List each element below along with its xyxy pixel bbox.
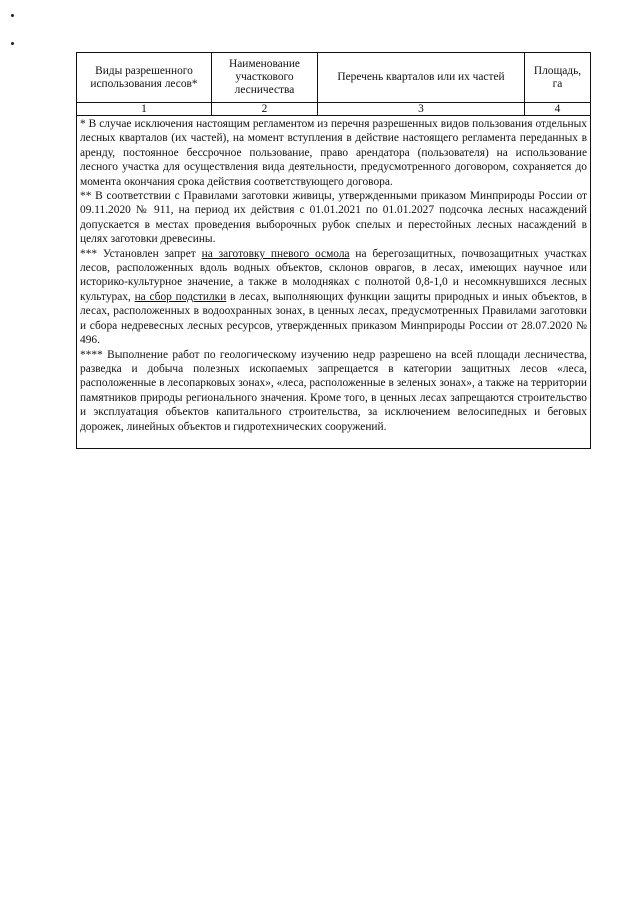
footnote-3-text: *** Установлен запрет — [80, 247, 202, 260]
table-header-row — [77, 53, 591, 103]
column-number: 3 — [318, 103, 525, 116]
forest-use-table — [76, 52, 591, 449]
footnote-3-underlined-resin: на заготовку пневого осмола — [201, 247, 350, 260]
notes-row — [77, 116, 591, 449]
footnote-3 — [80, 247, 587, 348]
header-cell-area: Площадь, га — [525, 53, 591, 103]
footnote-2: ** В соответствии с Правилами заготовки живицы, утвержденными приказом Минприроды России от 09.11.2020 № 911, на период их действия с 01.01.2021 по 01.01.2027 подсочка лесных насаждений допускается в местах проведения выборочных рубок спелых и перестойных лесных насаждений в целях заготовки древесины. — [80, 190, 587, 246]
footnote-4: **** Выполнение работ по геологическому изучению недр разрешено на всей площади лесничества, разведка и добыча полезных ископаемых запрещается в категории защитных лесов «леса, расположенные в лесопарковых зонах», «леса, расположенные в зеленых зонах», а также на территории памятников природы регионального значения. Кроме того, в ценных лесах запрещаются строительство и эксплуатация объектов капитального строительства, за исключением велосипедных и беговых дорожек, линейных объектов и гидротехнических сооружений. — [80, 348, 587, 433]
header-cell-forestry-name: Наименование участкового лесничества — [212, 53, 318, 103]
header-cell-use-types: Виды разрешенного использования лесов* — [77, 53, 212, 103]
footnote-1: * В случае исключения настоящим регламентом из перечня разрешенных видов пользования отдельных лесных кварталов (их частей), на момент вступления в действие настоящего регламента переданных в аренду, постоянное бессрочное пользование, право арендатора (пользователя) на использование лесного участка для осуществления вида деятельности, предусмотренного договором, сохраняется до момента окончания срока действия соответствующего договора. — [80, 118, 587, 188]
footnote-3-text: в лесах, выполняющих функции защиты природных и иных объектов, в лесах, расположенных в водоохранных зонах, в ценных лесах, предусмотренных Правилами заготовки и сбора недревесных лесных ресурсов, утвержденных приказом Минприроды России от 28.07.2020 № 496. — [80, 290, 587, 347]
column-number: 1 — [77, 103, 212, 116]
scan-speck — [11, 42, 14, 45]
column-number: 2 — [212, 103, 318, 116]
header-cell-quarters-list: Перечень кварталов или их частей — [318, 53, 525, 103]
column-number-row — [77, 103, 591, 116]
scan-speck — [11, 14, 14, 17]
footnote-3-underlined-litter: на сбор подстилки — [134, 290, 227, 303]
notes-cell — [77, 116, 591, 449]
column-number: 4 — [525, 103, 591, 116]
footnote-3-text: на берегозащитных, почвозащитных участках лесов, расположенных вдоль водных объектов, склонов оврагов, в лесах, имеющих научное или историко-культурное значение, а также в молодняках с полнотой 0,8-1,0 и несомкнувшихся лесных культурах, — [80, 247, 587, 303]
